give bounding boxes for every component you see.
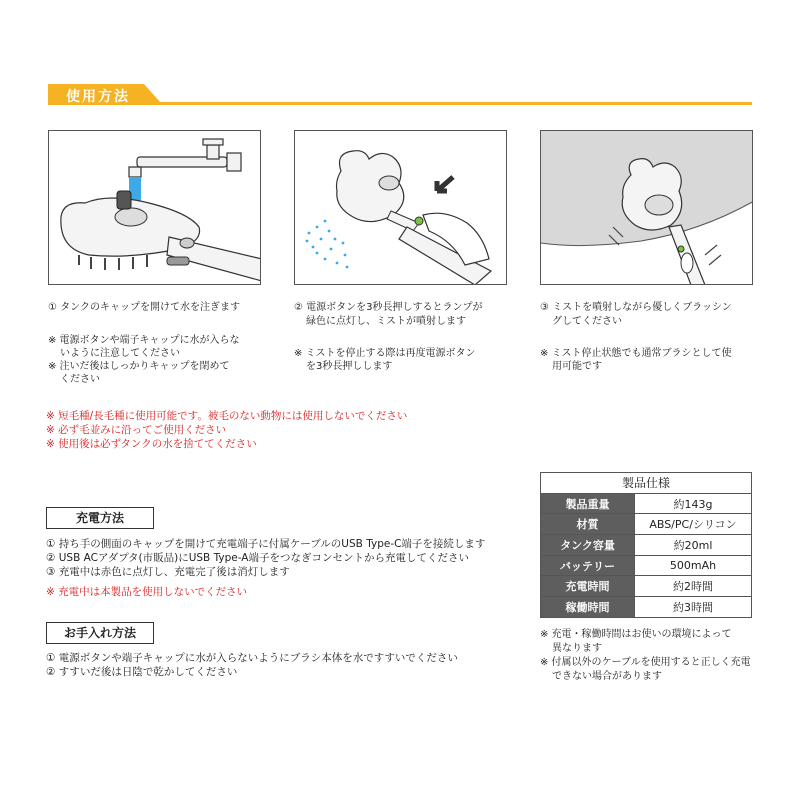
step3-illustration [540, 130, 753, 285]
step3-label: ③ ミストを噴射しながら優しくブラッシン グしてください [540, 302, 732, 327]
step1-illustration [48, 130, 261, 285]
page-title: 使用方法 [66, 89, 130, 105]
warning-item: ※ 使用後は必ずタンクの水を捨ててください [46, 438, 257, 450]
spec-title: 製品仕様 [541, 473, 752, 494]
care-heading: お手入れ方法 [46, 622, 154, 644]
warning-item: ※ 必ず毛並みに沿ってご使用ください [46, 424, 227, 436]
step2-label: ② 電源ボタンを3秒長押しするとランプが 緑色に点灯し、ミストが噴射します [294, 302, 483, 327]
table-row: バッテリー 500mAh [541, 555, 752, 576]
section-header-bar [48, 84, 752, 110]
care-instructions: ① 電源ボタンや端子キャップに水が入らないようにブラシ本体を水ですすいでください ② すすいだ後は日陰で乾かしてください [46, 652, 458, 678]
step2-notes: ※ ミストを停止する際は再度電源ボタン を3秒長押しします [294, 348, 476, 372]
charging-instructions: ① 持ち手の側面のキャップを開けて充電端子に付属ケーブルのUSB Type-C端子を接続します ② USB ACアダプタ(市販品)にUSB Type-A端子をつなぎコンセントから充電してください ③ 充電中は赤色に点灯し、充電完了後は消灯します ※ 充電中は本製品を使用しないでください [46, 538, 486, 598]
step2-illustration [294, 130, 507, 285]
spec-table [540, 472, 752, 618]
table-row: 製品重量 約143g [541, 493, 752, 514]
step1-notes: ※ 電源ボタンや端子キャップに水が入らな いように注意してください ※ 注いだ後はしっかりキャップを閉めて ください [48, 335, 240, 385]
table-row: 稼働時間 約3時間 [541, 597, 752, 618]
step1-label: ① タンクのキャップを開けて水を注ぎます [48, 302, 240, 313]
usage-warnings [46, 409, 407, 451]
table-row: 充電時間 約2時間 [541, 576, 752, 597]
charging-warning: ※ 充電中は本製品を使用しないでください [46, 586, 248, 598]
spec-notes: ※ 充電・稼働時間はお使いの環境によって 異なります ※ 付属以外のケーブルを使用すると正しく充電 できない場合があります [540, 629, 751, 682]
table-row: 材質 ABS/PC/シリコン [541, 514, 752, 535]
table-row: タンク容量 約20ml [541, 535, 752, 556]
step3-notes: ※ ミスト停止状態でも通常ブラシとして使 用可能です [540, 348, 732, 372]
charging-heading: 充電方法 [46, 507, 154, 529]
warning-item: ※ 短毛種/長毛種に使用可能です。被毛のない動物には使用しないでください [46, 410, 408, 422]
